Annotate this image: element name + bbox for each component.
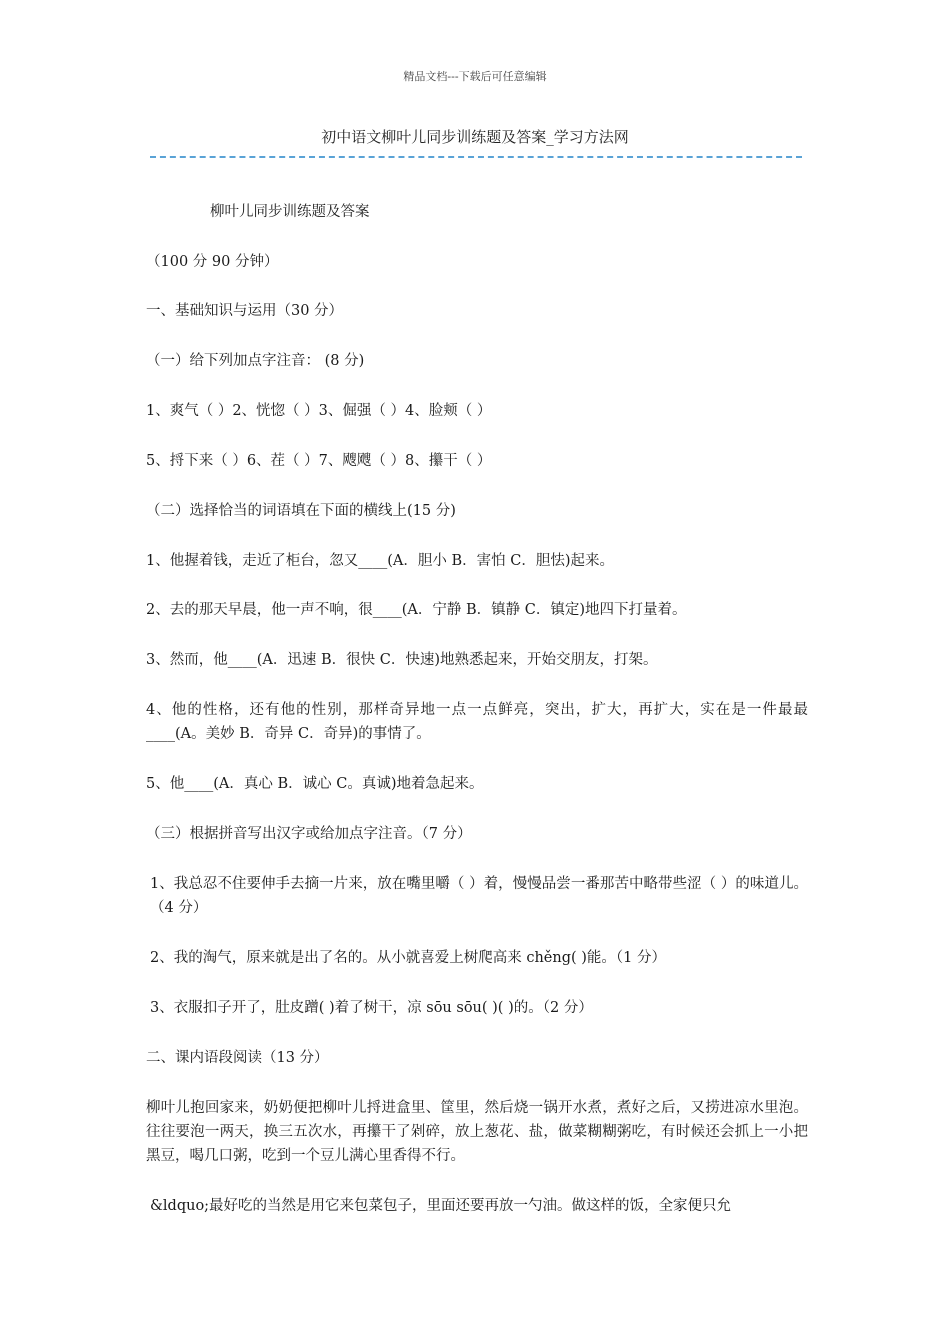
part-heading-2: （二）选择恰当的词语填在下面的横线上(15 分): [146, 503, 456, 519]
word-choice-question-3: 3、然而，他____(A．迅速 B．很快 C．快速)地熟悉起来，开始交朋友，打架。: [146, 652, 658, 668]
word-choice-question-4: 4、他的性格，还有他的性别，那样奇异地一点一点鲜亮，突出，扩大，再扩大，实在是一件最最____(A。美妙 B．奇异 C．奇异)的事情了。: [146, 702, 808, 742]
word-choice-question-5: 5、他____(A．真心 B．诚心 C。真诚)地着急起来。: [146, 776, 484, 792]
pinyin-question-line-2: 5、捋下来（ ）6、茬（ ）7、飕飕（ ）8、攥干（ ）: [146, 453, 492, 469]
pinyin-writing-question-3: 3、衣服扣子开了，肚皮蹭( )着了树干，凉 sōu sōu( )( )的。（2 分）: [150, 1000, 593, 1016]
title-divider: [150, 156, 802, 158]
pinyin-question-line-1: 1、爽气（ ）2、恍惚（ ）3、倔强（ ）4、脸颊（ ）: [146, 403, 492, 419]
word-choice-question-1: 1、他握着钱，走近了柜台，忽又____(A．胆小 B．害怕 C．胆怯)起来。: [146, 553, 614, 569]
reading-passage-paragraph-2: &ldquo;最好吃的当然是用它来包菜包子，里面还要再放一勺油。做这样的饭，全家便只允: [150, 1198, 732, 1214]
pinyin-writing-question-1: 1、我总忍不住要伸手去摘一片来，放在嘴里嚼（ ）着，慢慢品尝一番那苦中略带些涩（ ）的味道儿。（4 分）: [150, 876, 808, 916]
part-heading-1: （一）给下列加点字注音： (8 分): [146, 353, 365, 369]
reading-passage-paragraph-1: 柳叶儿抱回家来，奶奶便把柳叶儿捋进盒里、筐里，然后烧一锅开水煮，煮好之后，又捞进凉水里泡。往往要泡一两天，换三五次水，再攥干了剁碎，放上葱花、盐，做菜糊糊粥吃，有时候还会抓上一小把黑豆，喝几口粥，吃到一个豆儿满心里香得不行。: [146, 1100, 808, 1164]
part-heading-3: （三）根据拼音写出汉字或给加点字注音。（7 分）: [146, 826, 472, 842]
pinyin-writing-question-2: 2、我的淘气，原来就是出了名的。从小就喜爱上树爬高来 chěng( )能。（1 分）: [150, 950, 667, 966]
exercise-subtitle: 柳叶儿同步训练题及答案: [210, 204, 370, 220]
section-heading-2: 二、课内语段阅读（13 分）: [146, 1050, 329, 1066]
document-header-note: 精品文档---下载后可任意编辑: [403, 70, 547, 83]
document-title: 初中语文柳叶儿同步训练题及答案_学习方法网: [321, 128, 629, 146]
word-choice-question-2: 2、去的那天早晨，他一声不响，很____(A．宁静 B．镇静 C．镇定)地四下打量着。: [146, 602, 687, 618]
section-heading-1: 一、基础知识与运用（30 分）: [146, 303, 344, 319]
score-time-info: （100 分 90 分钟）: [146, 254, 279, 270]
